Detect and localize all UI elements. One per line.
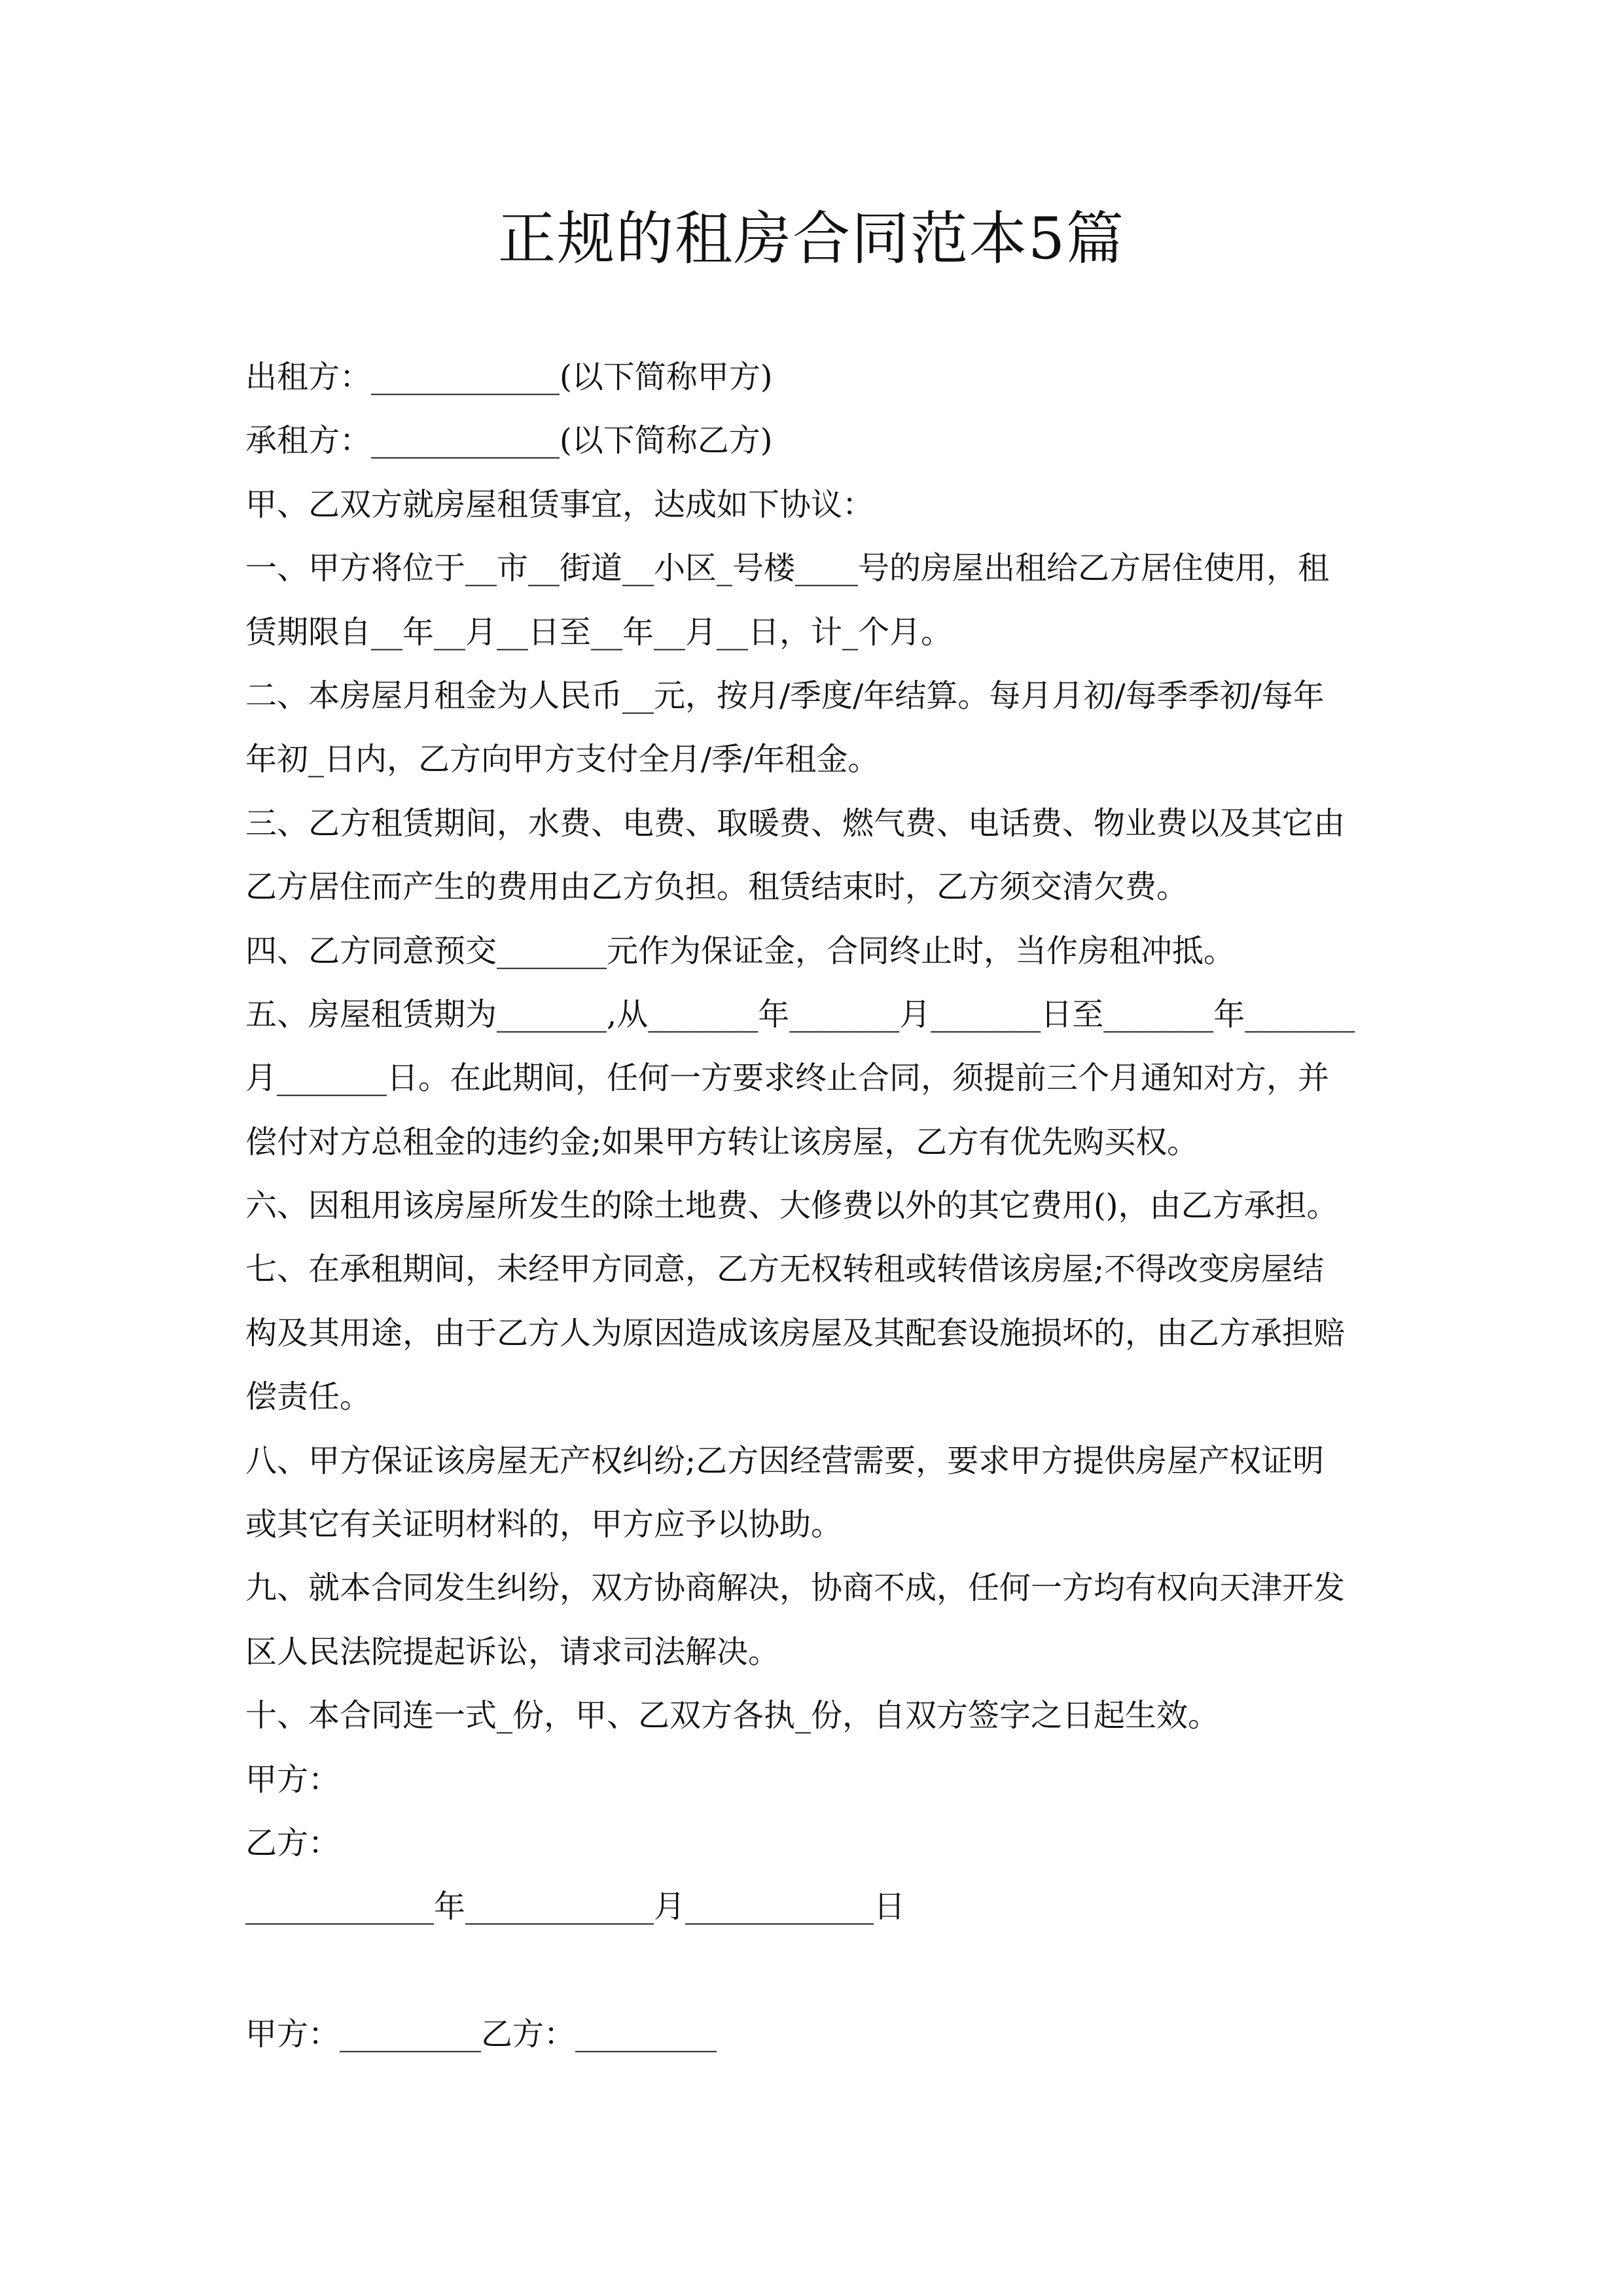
clause-5-line-2: 月_______日。在此期间，任何一方要求终止合同，须提前三个月通知对方，并 bbox=[245, 1060, 1330, 1097]
clause-4: 四、乙方同意预交_______元作为保证金，合同终止时，当作房租冲抵。 bbox=[245, 932, 1236, 969]
clause-10: 十、本合同连一式_份，甲、乙双方各执_份，自双方签字之日起生效。 bbox=[245, 1697, 1220, 1734]
clause-7-line-2: 构及其用途，由于乙方人为原因造成该房屋及其配套设施损坏的，由乙方承担赔 bbox=[245, 1314, 1346, 1352]
spacer bbox=[245, 1939, 1397, 2003]
clause-1-line-1: 一、甲方将位于__市__街道__小区_号楼____号的房屋出租给乙方居住使用，租 bbox=[245, 550, 1330, 587]
clause-5-line-1: 五、房屋租赁期为_______,从_______年_______月_______日至_______年_______ bbox=[245, 996, 1355, 1033]
contract-body bbox=[245, 346, 1397, 2067]
clause-3-line-2: 乙方居住而产生的费用由乙方负担。租赁结束时，乙方须交清欠费。 bbox=[245, 869, 1188, 906]
clause-3-line-1: 三、乙方租赁期间，水费、电费、取暖费、燃气费、电话费、物业费以及其它由 bbox=[245, 804, 1346, 842]
clause-2-line-2: 年初_日内，乙方向甲方支付全月/季/年租金。 bbox=[245, 741, 880, 778]
agreement-intro: 甲、乙双方就房屋租赁事宜，达成如下协议： bbox=[245, 486, 874, 523]
clause-9-line-1: 九、就本合同发生纠纷，双方协商解决，协商不成，任何一方均有权向天津开发 bbox=[245, 1570, 1346, 1607]
clause-8-line-2: 或其它有关证明材料的，甲方应予以协助。 bbox=[245, 1506, 843, 1543]
final-signature-line: 甲方：_________乙方：_________ bbox=[245, 2016, 717, 2053]
party-a-signature: 甲方： bbox=[245, 1761, 340, 1798]
lessee-line: 承租方：____________(以下简称乙方) bbox=[245, 422, 773, 459]
clause-6: 六、因租用该房屋所发生的除土地费、大修费以外的其它费用()，由乙方承担。 bbox=[245, 1187, 1338, 1225]
clause-2-line-1: 二、本房屋月租金为人民币__元，按月/季度/年结算。每月月初/每季季初/每年 bbox=[245, 677, 1325, 714]
clause-8-line-1: 八、甲方保证该房屋无产权纠纷;乙方因经营需要，要求甲方提供房屋产权证明 bbox=[245, 1442, 1325, 1479]
lessor-line: 出租方：____________(以下简称甲方) bbox=[245, 359, 773, 395]
clause-9-line-2: 区人民法院提起诉讼，请求司法解决。 bbox=[245, 1633, 780, 1670]
clause-5-line-3: 偿付对方总租金的违约金;如果甲方转让该房屋，乙方有优先购买权。 bbox=[245, 1123, 1199, 1160]
clause-7-line-3: 偿责任。 bbox=[245, 1378, 372, 1416]
document-title: 正规的租房合同范本5篇 bbox=[498, 205, 1125, 272]
date-line: ____________年____________月____________日 bbox=[245, 1888, 906, 1926]
clause-1-line-2: 赁期限自__年__月__日至__年__月__日，计_个月。 bbox=[245, 613, 953, 651]
party-b-signature: 乙方： bbox=[245, 1824, 340, 1861]
clause-7-line-1: 七、在承租期间，未经甲方同意，乙方无权转租或转借该房屋;不得改变房屋结 bbox=[245, 1251, 1325, 1288]
